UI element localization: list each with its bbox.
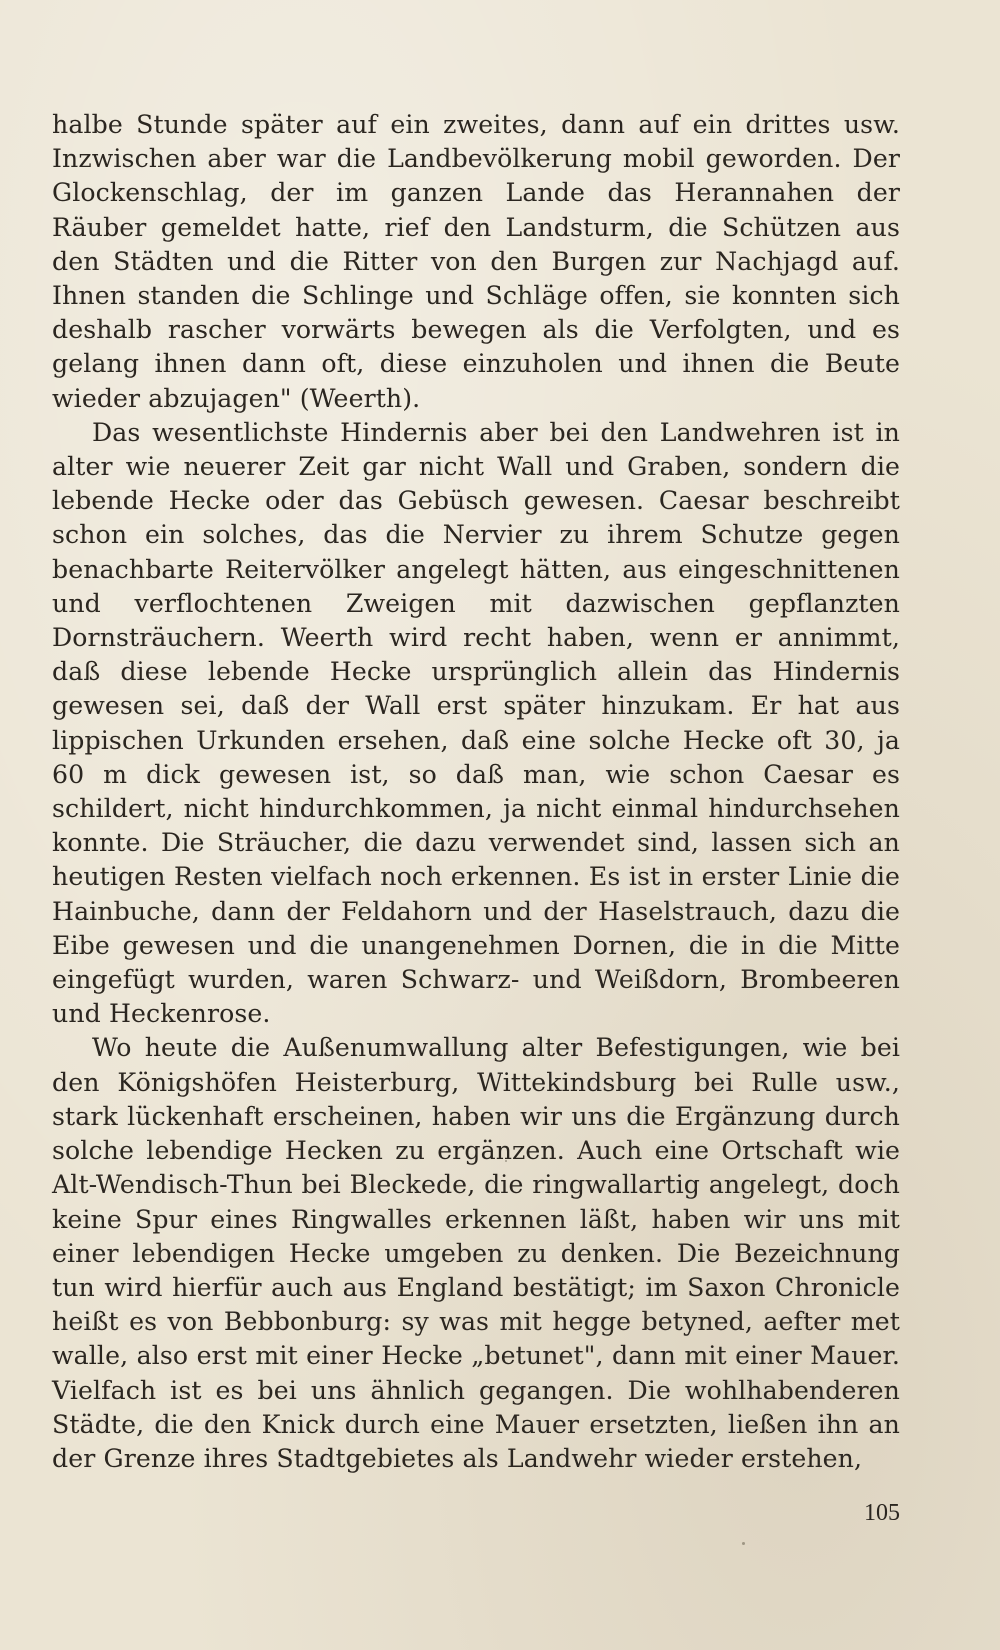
paragraph-3: Wo heute die Außenumwallung alter Befestigungen, wie bei den Königshöfen Heisterburg, Wittekindsburg bei Rulle usw., stark lückenhaft erscheinen, haben wir uns die Ergänzung durch solche lebendige Hecken zu ergänzen. Auch eine Ortschaft wie Alt-Wendisch-Thun bei Bleckede, die ringwallartig angelegt, doch keine Spur eines Ringwalles erkennen läßt, haben wir uns mit einer lebendigen Hecke umgeben zu denken. Die Bezeichnung tun wird hierfür auch aus England bestätigt; im Saxon Chronicle heißt es von Bebbonburg: sy was mit hegge betyned, aefter met walle, also erst mit einer Hecke „betunet", dann mit einer Mauer. Vielfach ist es bei uns ähnlich gegangen. Die wohlhabenderen Städte, die den Knick durch eine Mauer ersetzten, ließen ihn an der Grenze ihres Stadtgebietes als Landwehr wieder erstehen, [52, 1033, 900, 1473]
paragraph-1: halbe Stunde später auf ein zweites, dann auf ein drittes usw. Inzwischen aber war die Landbevölkerung mobil geworden. Der Glockenschlag, der im ganzen Lande das Herannahen der Räuber gemeldet hatte, rief den Landsturm, die Schützen aus den Städten und die Ritter von den Burgen zur Nachjagd auf. Ihnen standen die Schlinge und Schläge offen, sie konnten sich deshalb rascher vorwärts bewegen als die Verfolgten, und es gelang ihnen dann oft, diese einzuholen und ihnen die Beute wieder abzujagen" (Weerth). [52, 110, 900, 413]
body-text [52, 108, 900, 1476]
page-number: 105 [864, 1500, 900, 1526]
paragraph-2: Das wesentlichste Hindernis aber bei den Landwehren ist in alter wie neuerer Zeit gar nicht Wall und Graben, sondern die lebende Hecke oder das Gebüsch gewesen. Caesar beschreibt schon ein solches, das die Nervier zu ihrem Schutze gegen benachbarte Reitervölker angelegt hätten, aus eingeschnittenen und verflochtenen Zweigen mit dazwischen gepflanzten Dornsträuchern. Weerth wird recht haben, wenn er annimmt, daß diese lebende Hecke ursprünglich allein das Hindernis gewesen sei, daß der Wall erst später hinzukam. Er hat aus lippischen Urkunden ersehen, daß eine solche Hecke oft 30, ja 60 m dick gewesen ist, so daß man, wie schon Caesar es schildert, nicht hindurchkommen, ja nicht einmal hindurchsehen konnte. Die Sträucher, die dazu verwendet sind, lassen sich an heutigen Resten vielfach noch erkennen. Es ist in erster Linie die Hainbuche, dann der Feldahorn und der Haselstrauch, dazu die Eibe gewesen und die unangenehmen Dornen, die in die Mitte eingefügt wurden, waren Schwarz- und Weißdorn, Brombeeren und Heckenrose. [52, 417, 900, 1029]
paper-speck [505, 1160, 507, 1162]
paper-speck [742, 1542, 745, 1545]
